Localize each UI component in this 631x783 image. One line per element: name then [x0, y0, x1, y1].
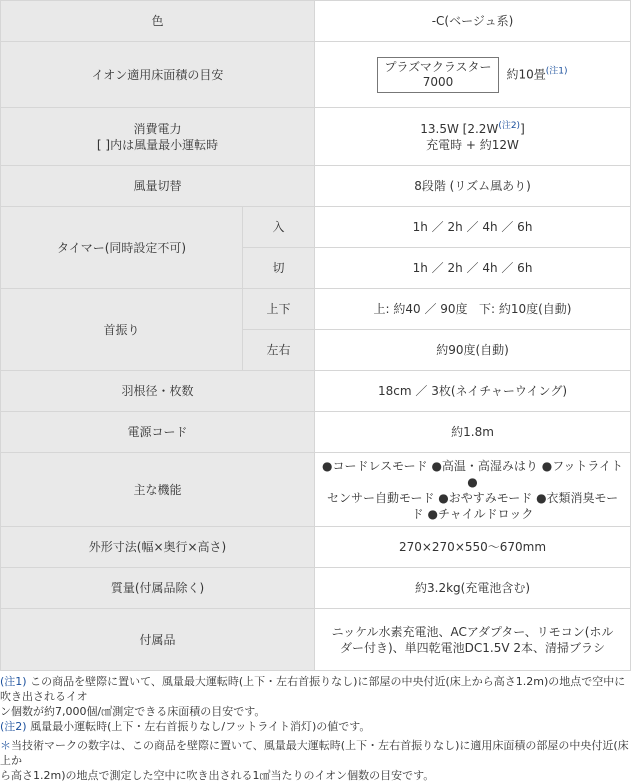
plasmacluster-badge: [377, 57, 498, 93]
label-blade: 羽根径・枚数: [1, 371, 315, 412]
features-line3: ド ●チャイルドロック: [411, 506, 534, 521]
label-power: [1, 108, 315, 166]
value-timer-off: 1h ／ 2h ／ 4h ／ 6h: [315, 248, 631, 289]
value-wind: 8段階 (リズム風あり): [315, 166, 631, 207]
value-mass: 約3.2kg(充電池含む): [315, 568, 631, 609]
badge-line2: 7000: [422, 74, 454, 89]
value-timer-on: 1h ／ 2h ／ 4h ／ 6h: [315, 207, 631, 248]
asterisk-mark: ＊: [0, 739, 11, 752]
row-features: [1, 453, 631, 527]
value-blade: 18cm ／ 3枚(ネイチャーウイング): [315, 371, 631, 412]
label-timer: タイマー(同時設定不可): [1, 207, 243, 289]
footnote-1-cont: ン個数が約7,000個/㎤測定できる床面積の目安です。: [0, 705, 266, 718]
row-ion-area: [1, 42, 631, 108]
footnote-1-tag: (注1): [0, 675, 27, 688]
label-swing-ud: 上下: [243, 289, 315, 330]
value-accessories: [315, 609, 631, 671]
footnotes: [0, 674, 630, 783]
label-ion-area: イオン適用床面積の目安: [1, 42, 315, 108]
value-cord: 約1.8m: [315, 412, 631, 453]
label-timer-off: 切: [243, 248, 315, 289]
row-cord: [1, 412, 631, 453]
row-blade: [1, 371, 631, 412]
label-timer-on: 入: [243, 207, 315, 248]
label-size: 外形寸法(幅×奥行×高さ): [1, 527, 315, 568]
value-size: 270×270×550～670mm: [315, 527, 631, 568]
label-mass: 質量(付属品除く): [1, 568, 315, 609]
value-ion-area: [315, 42, 631, 108]
value-swing-lr: 約90度(自動): [315, 330, 631, 371]
features-line1: ●コードレスモード ●高温・高湿みはり ●フットライト ●: [322, 458, 624, 489]
row-timer-on: [1, 207, 631, 248]
label-swing: 首振り: [1, 289, 243, 371]
footnote-star: [0, 738, 630, 768]
label-wind: 風量切替: [1, 166, 315, 207]
row-accessories: [1, 609, 631, 671]
badge-line1: プラズマクラスター: [384, 59, 492, 74]
power-label-line1: 消費電力: [133, 121, 182, 136]
power-label-line2: [ ]内は風量最小運転時: [96, 137, 219, 152]
accessories-line2: ダー付き)、単四乾電池DC1.5V 2本、清掃ブラシ: [339, 640, 606, 655]
power-charging-value: 充電時 + 約12W: [426, 137, 519, 152]
label-cord: 電源コード: [1, 412, 315, 453]
row-wind: [1, 166, 631, 207]
row-size: [1, 527, 631, 568]
label-color: 色: [1, 1, 315, 42]
power-value: 13.5W [2.2W: [420, 121, 499, 136]
note-ref-1[interactable]: (注1): [545, 66, 568, 76]
footnote-2-tag: (注2): [0, 720, 27, 733]
features-line2: センサー自動モード ●おやすみモード ●衣類消臭モー: [326, 490, 619, 505]
footnote-star-line1: 当技術マークの数字は、この商品を壁際に置いて、風量最大運転時(上下・左右首振りなし)に適用床面積の部屋の中央付近(床上か: [0, 739, 629, 767]
row-power: [1, 108, 631, 166]
footnote-1: [0, 674, 630, 704]
row-color: [1, 1, 631, 42]
footnote-star-cont: ら高さ1.2m)の地点で測定した空中に吹き出される1㎤当たりのイオン個数の目安です。: [0, 769, 435, 782]
label-features: 主な機能: [1, 453, 315, 527]
value-power: [315, 108, 631, 166]
label-swing-lr: 左右: [243, 330, 315, 371]
accessories-line1: ニッケル水素充電池、ACアダプター、リモコン(ホル: [331, 624, 614, 639]
ion-area-value: 約10畳: [506, 67, 546, 81]
value-color: -C(ベージュ系): [315, 1, 631, 42]
row-swing-ud: [1, 289, 631, 330]
note-ref-2[interactable]: (注2): [498, 120, 521, 131]
footnote-2: [0, 719, 630, 734]
row-mass: [1, 568, 631, 609]
value-swing-ud: 上: 約40 ／ 90度 下: 約10度(自動): [315, 289, 631, 330]
value-features: [315, 453, 631, 527]
power-bracket-close: ]: [520, 121, 525, 136]
footnote-2-text: 風量最小運転時(上下・左右首振りなし/フットライト消灯)の値です。: [26, 720, 371, 733]
footnote-1-line1: この商品を壁際に置いて、風量最大運転時(上下・左右首振りなし)に部屋の中央付近(床上から高さ1.2m)の地点で空中に吹き出されるイオ: [0, 675, 626, 703]
label-accessories: 付属品: [1, 609, 315, 671]
